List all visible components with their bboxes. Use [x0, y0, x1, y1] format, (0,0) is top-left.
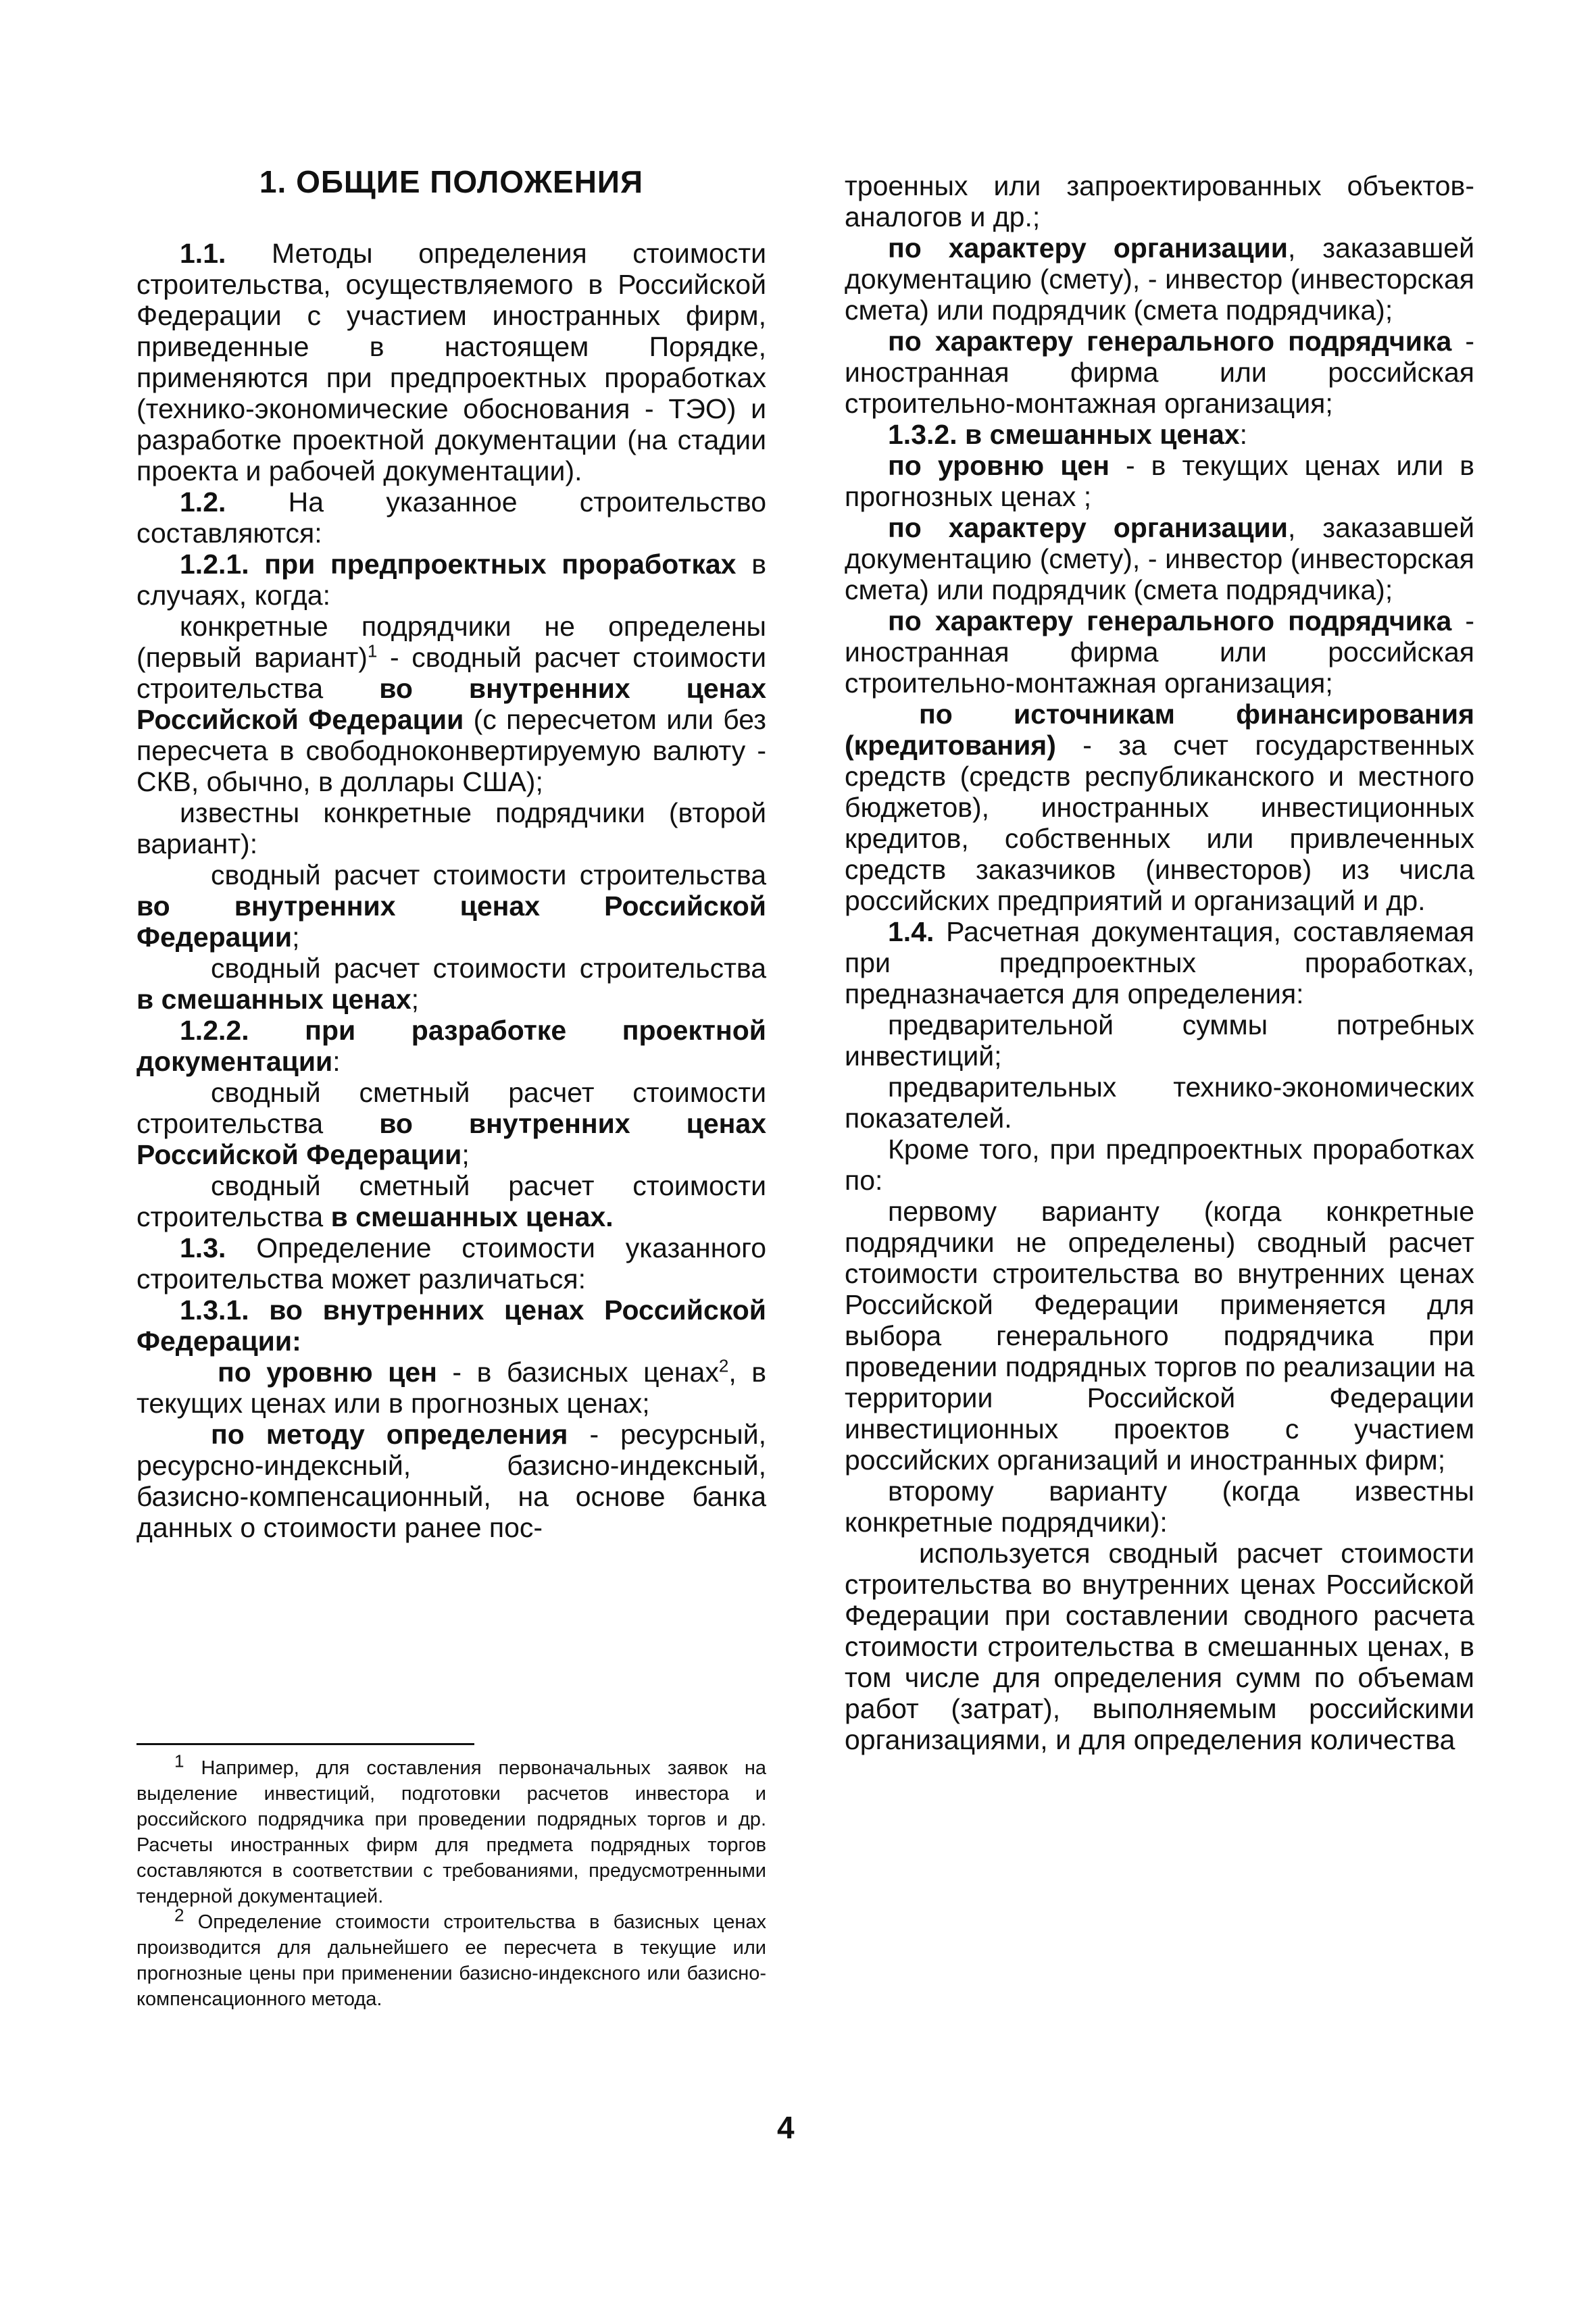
page-number: 4 — [777, 2110, 795, 2145]
paragraph-1-2-2: 1.2.2. при разработке проектной документации: — [136, 1015, 766, 1077]
mixed-price-level-paragraph: по уровню цен - в текущих ценах или в прогнозных ценах ; — [845, 450, 1474, 512]
paragraph-1-2-1: 1.2.1. при предпроектных проработках в случаях, когда: — [136, 549, 766, 611]
variant-2-paragraph: известны конкретные подрядчики (второй вариант): — [136, 797, 766, 859]
besides-paragraph: Кроме того, при предпроектных проработках по: — [845, 1134, 1474, 1196]
first-variant-paragraph: первому варианту (когда конкретные подрядчики не определены) сводный расчет стоимости строительства во внутренних ценах Российской Федерации применяется для выбора генерального подрядчика при проведении подрядных торгов по реализации на территории Российской Федерации инвестиционных проектов с участием российских организаций и иностранных фирм; — [845, 1196, 1474, 1476]
paragraph-1-3-2: 1.3.2. в смешанных ценах: — [888, 419, 1247, 450]
mixed-general-contractor-paragraph: по характеру генерального подрядчика - иностранная фирма или российская строительно-монтажная организация; — [845, 605, 1474, 699]
org-type-paragraph: по характеру организации, заказавшей документацию (смету), - инвестор (инвесторская смета) или подрядчик (смета подрядчика); — [845, 232, 1474, 326]
continued-text: троенных или запроектированных объектов-аналогов и др.; — [845, 170, 1474, 232]
section-title: 1. ОБЩИЕ ПОЛОЖЕНИЯ — [259, 164, 644, 199]
paragraph-1-3: 1.3. Определение стоимости указанного строительства может различаться: — [136, 1232, 766, 1294]
general-contractor-paragraph: по характеру генерального подрядчика - иностранная фирма или российская строительно-монтажная организация; — [845, 326, 1474, 419]
footnote-divider — [136, 1743, 474, 1745]
indicators-item: предварительных технико-экономических показателей. — [845, 1072, 1474, 1134]
paragraph-1-2: 1.2. На указанное строительство составляются: — [136, 486, 766, 549]
second-variant-usage-paragraph: используется сводный расчет стоимости строительства во внутренних ценах Российской Федерации при составлении сводного расчета стоимости строительства в смешанных ценах, в том числе для определения сумм по объемам работ (затрат), выполняемым российскими организациями, и для определения количества — [845, 1538, 1474, 1755]
method-paragraph: по методу определения - ресурсный, ресурсно-индексный, базисно-индексный, базисно-компенсационный, на основе банка данных о стоимости ранее пос- — [136, 1419, 766, 1543]
footnotes — [136, 1751, 766, 2012]
variant-2-item-2: сводный расчет стоимости строительства в смешанных ценах; — [136, 953, 766, 1015]
footnote-1: $^1$ Например, для составления первоначальных заявок на выделение инвестиций, подготовки расчетов инвестора и российского подрядчика при проведении подрядных торгов и др. Расчеты иностранных фирм для предмета подрядных торгов составляются в соответствии с требованиями, предусмотренными тендерной документацией. — [136, 1751, 766, 1907]
second-variant-paragraph: второму варианту (когда известны конкретные подрядчики): — [845, 1476, 1474, 1538]
variant-2-item-1: сводный расчет стоимости строительства во внутренних ценах Российской Федерации; — [136, 859, 766, 953]
mixed-org-type-paragraph: по характеру организации, заказавшей документацию (смету), - инвестор (инвесторская смета) или подрядчик (смета подрядчика); — [845, 512, 1474, 605]
right-column — [845, 170, 1474, 1755]
paragraph-1-4: 1.4. Расчетная документация, составляемая при предпроектных проработках, предназначается для определения: — [845, 916, 1474, 1009]
price-level-paragraph: по уровню цен - в базисных ценах$^2$, в текущих ценах или в прогнозных ценах; — [136, 1355, 766, 1419]
variant-1-paragraph: конкретные подрядчики не определены (первый вариант)$^1$ - сводный расчет стоимости строительства во внутренних ценах Российской Федерации (с пересчетом или без пересчета в свободноконвертируемую валюту - СКВ, обычно, в доллары США); — [136, 611, 766, 797]
project-doc-item-1: сводный сметный расчет стоимости строительства во внутренних ценах Российской Федерации; — [136, 1077, 766, 1170]
footnote-2: $^2$ Определение стоимости строительства в базисных ценах производится для дальнейшего ее пересчета в текущие или прогнозные цены при применении базисно-индексного или базисно-компенсационного метода. — [136, 1905, 766, 2010]
left-column — [136, 238, 766, 1543]
financing-paragraph: по источникам финансирования (кредитования) - за счет государственных средств (средств республиканского и местного бюджетов), иностранных инвестиционных кредитов, собственных или привлеченных средств заказчиков (инвесторов) из числа российских предприятий и организаций и др. — [845, 699, 1474, 916]
project-doc-item-2: сводный сметный расчет стоимости строительства в смешанных ценах. — [136, 1170, 766, 1232]
paragraph-1-1: 1.1. Методы определения стоимости строительства, осуществляемого в Российской Федерации с участием иностранных фирм, приведенные в настоящем Порядке, применяются при предпроектных проработках (технико-экономические обоснования - ТЭО) и разработке проектной документации (на стадии проекта и рабочей документации). — [136, 238, 766, 486]
investment-sum-item: предварительной суммы потребных инвестиций; — [845, 1009, 1474, 1072]
paragraph-1-3-1: 1.3.1. во внутренних ценах Российской Федерации: — [136, 1294, 766, 1357]
